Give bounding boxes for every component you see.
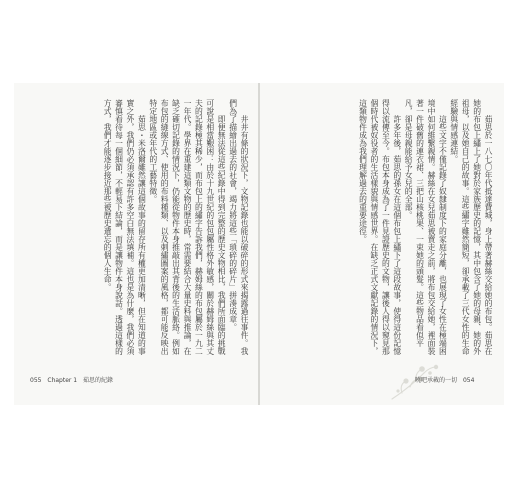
right-page-number: 054 xyxy=(462,377,475,384)
right-page xyxy=(260,83,504,405)
right-paragraph-1: 茹思於一八七〇年代抵達費城，身上帶著赫絲交給她的布包。茹思在她的布包上繡上了她對於家族歷史的記憶，其中包含了她的母親、她的外祖母，以及她自己的故事。這些繡字雖然簡短，卻承載了三代女性的生命經驗與情感連結。 xyxy=(449,99,493,355)
section-title: 曉吧承載的一切 xyxy=(415,377,458,384)
left-paragraph-2: 即便無法從這些紀錄中得到完整的歷史文物相比，我們所面臨的挑戰可說是相當艱困：由於十九世紀的包包屬性格外敏感，關於赫姆絲與其丈夫的記錄極其稀少，而布包上的繡字告訴我們，赫姆絲的布包屬於一九二一年代。學界在重建這類文物的歷史時，常需要結合大量史料與推論，在缺乏確切記錄的情況下，仍能從物件本身推敲出其背後的生活脈絡。例如布包的縫線方式、使用的布料種類、以及刺繡圖案的風格，都可能反映出特定地區或年代的工藝特徵。 xyxy=(148,99,227,355)
right-paragraph-2: 這些文字不僅記錄了奴隸制度下的家庭分離，也展現了女性在極端困境中如何維繫親情。赫絲在女兒茹思被賣走之前，將布包交給她，裡面裝著一件破舊的連衣裙、三把山核桃果、一束她的頭髮。這些物品看似平凡，卻是母親能給予女兒的全部。 xyxy=(404,99,448,355)
left-page-folio xyxy=(30,375,117,384)
chapter-label: Chapter 1 xyxy=(47,377,78,384)
left-page xyxy=(14,83,258,405)
chapter-title: 茹思的紀錄 xyxy=(83,377,114,384)
left-page-text xyxy=(28,99,250,362)
right-page-folio xyxy=(415,375,478,384)
left-paragraph-1: 井井有條的狀況下，文物記錄也能以破碎的形式來揭露過往事件。我們為了描繪出過去的社會，竭力將這些「瑣碎的碎片」拼湊成章。 xyxy=(228,99,249,355)
left-paragraph-3: 茹思・米洛爾雖然讓這個故事的留存所有權更加清晰，但在知道的事實之外，我們仍必須承認有許多空白無法填補。這也是為什麼，我們必須審慎看待每一個細節，不輕易下結論，而是讓物件本身說話。透過這樣的方式，我們才能逐步接近那些被歷史遺忘的個人生命。 xyxy=(103,99,147,355)
right-page-text xyxy=(270,99,494,362)
left-page-number: 055 xyxy=(30,377,42,384)
book-spread xyxy=(14,83,504,405)
right-paragraph-3: 許多年後，茹思的孫女在這個布包上繡下了這段故事，使得這份記憶得以流傳至今。布包本身成為了一件見證歷史的文物，讓後人得以窺見那個時代被奴役者的生活樣貌與情感世界。在缺乏正式文獻記錄的情況下，這類物件成為我們理解過去的重要途徑。 xyxy=(358,99,402,355)
